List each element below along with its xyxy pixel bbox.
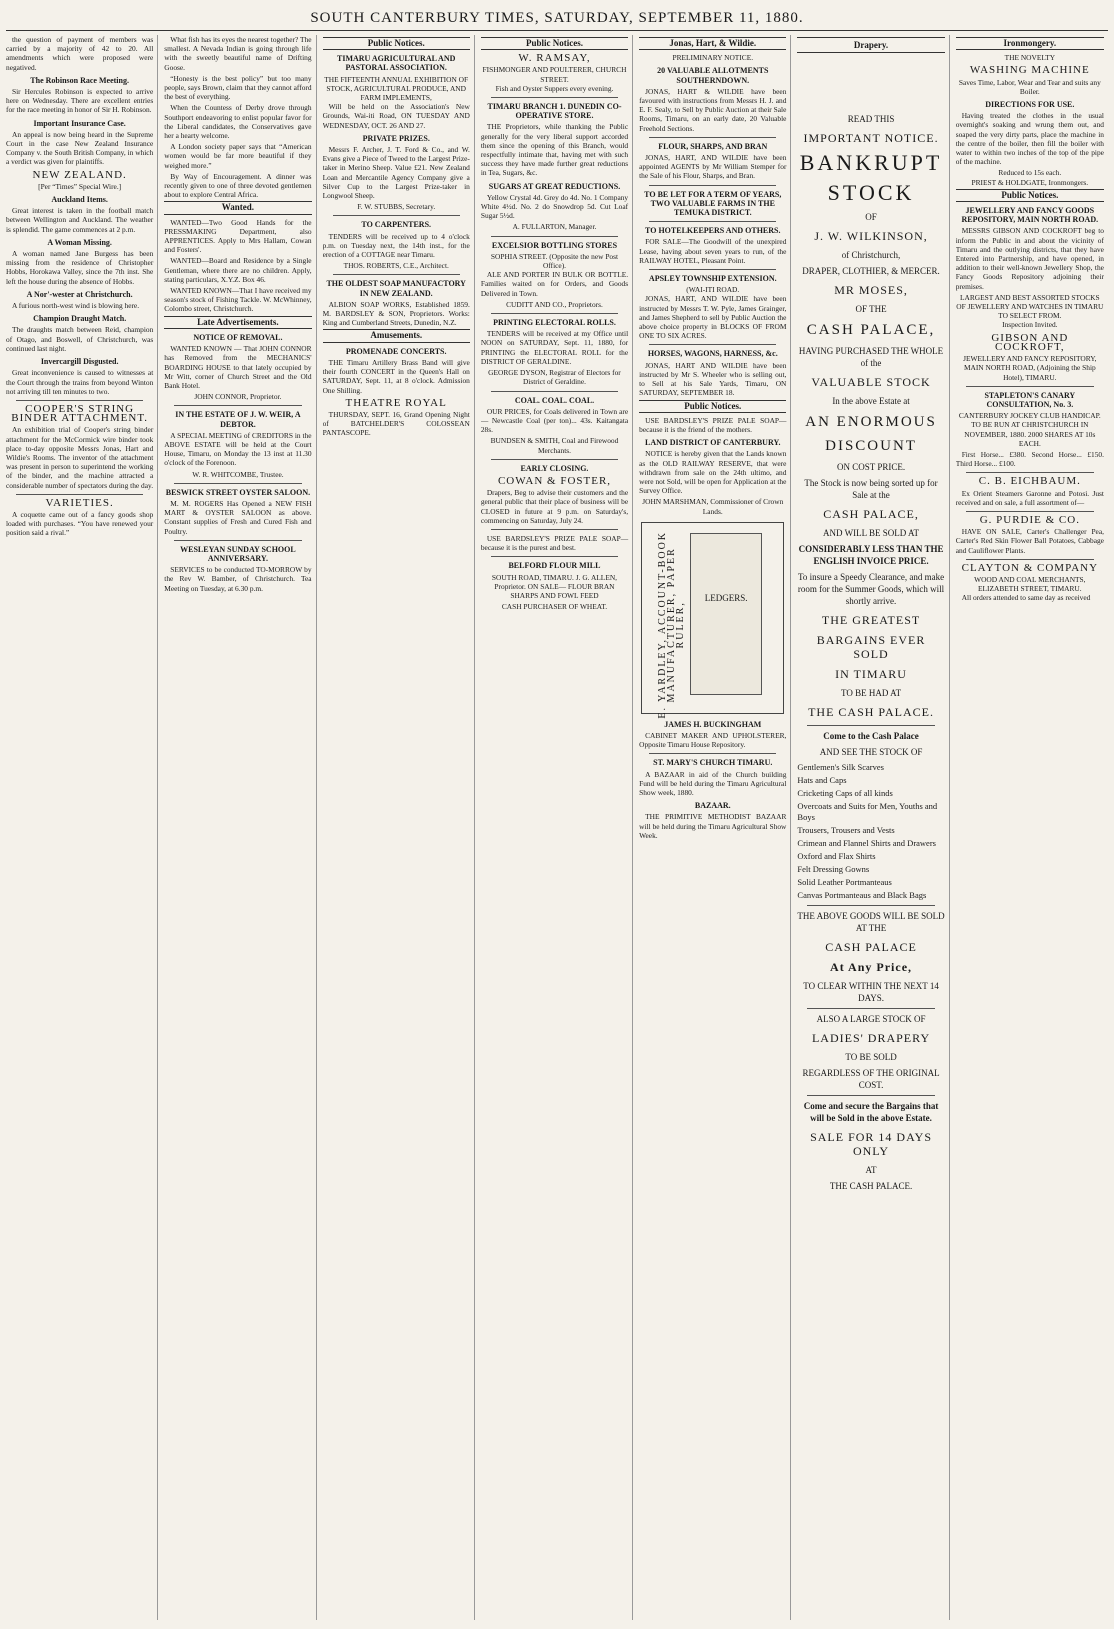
ad-signature: BUNDSEN & SMITH, Coal and Firewood Merchants. bbox=[490, 436, 619, 455]
section-header-wanted: Wanted. bbox=[164, 201, 311, 214]
divider bbox=[491, 556, 618, 557]
ad-line: CONSIDERABLY LESS THAN THE ENGLISH INVOICE PRICE. bbox=[798, 544, 944, 566]
yardley-name: E. YARDLEY, ACCOUNT-BOOK MANUFACTURER, PAPER RULER, bbox=[657, 530, 687, 719]
ad-text: ALE AND PORTER IN BULK OR BOTTLE. Families waited on for Orders, and Goods Delivered in Town. bbox=[480, 270, 629, 298]
ad-heading: EXCELSIOR BOTTLING STORES bbox=[491, 240, 618, 250]
ad-signature: PRIEST & HOLDGATE, Ironmongers. bbox=[971, 177, 1089, 187]
article-text: A woman named Jane Burgess has been missing from the residence of Christopher Hobbs, Horokawa Valley, since the 7th inst. She left the house during the absence of Hobbs. bbox=[6, 249, 154, 286]
section-header-auctioneers: Jonas, Hart, & Wildie. bbox=[639, 37, 786, 50]
ad-text: THE Timaru Artillery Brass Band will give their fourth CONCERT in the Queen's Hall on SATURDAY, Sept. 11, at 8 o'clock. Admission One Shilling. bbox=[322, 357, 470, 395]
ad-line: Inspection Invited. bbox=[1002, 320, 1058, 330]
ad-text: USE BARDSLEY'S PRIZE PALE SOAP—because it is the purest and best. bbox=[480, 533, 629, 553]
ad-text: All orders attended to same day as received bbox=[961, 593, 1091, 603]
ad-text: M. M. ROGERS Has Opened a NEW FISH MART & OYSTER SALOON as above. Constant supplies of Fresh and Cured Fish and Poultry. bbox=[164, 498, 312, 536]
ad-line: The Stock is now being sorted up for Sale at the bbox=[804, 478, 938, 500]
ad-line: AND SEE THE STOCK OF bbox=[819, 747, 923, 757]
article-heading: Important Insurance Case. bbox=[33, 118, 126, 128]
divider bbox=[649, 269, 776, 270]
ad-line: BARGAINS EVER SOLD bbox=[816, 633, 926, 661]
section-header-public-notices: Public Notices. bbox=[481, 37, 628, 50]
article-heading: Champion Draught Match. bbox=[33, 314, 127, 324]
ad-text: JONAS, HART AND WILDIE have been instructed by Mr S. Wheeler who is selling out, to Sell at his Sale Yards, Timaru, ON SATURDAY, SEPTEMBER 18. bbox=[639, 360, 787, 398]
article-text: The draughts match between Reid, champion of Otago, and Boswell, of Christchurch, was continued last night. bbox=[6, 325, 154, 353]
column-2 bbox=[164, 35, 316, 1620]
article-heading: Auckland Items. bbox=[51, 195, 108, 205]
divider bbox=[491, 313, 618, 314]
ad-line: Come and secure the Bargains that will be Sold in the above Estate. bbox=[803, 1101, 939, 1123]
ad-heading: TO CARPENTERS. bbox=[361, 220, 432, 230]
ad-subheading: Saves Time, Labor, Wear and Tear and suits any Boiler. bbox=[958, 77, 1101, 96]
ad-text: MESSRS GIBSON AND COCKROFT beg to inform the Public in and about the vicinity of Timaru and the outlying districts, that they have Entered into Partnership, and have opened, in addition to their well-known Jewellery Shop, the Fancy Goods Repository adjoining their premises. bbox=[955, 226, 1104, 291]
ad-text: TENDERS will be received up to 4 o'clock p.m. on Tuesday next, the 14th inst., for the erection of a COTTAGE near Timaru. bbox=[322, 231, 470, 260]
stock-list-item: Trousers, Trousers and Vests bbox=[797, 825, 895, 835]
ad-headline: CLAYTON & COMPANY bbox=[961, 561, 1099, 574]
ad-line: LADIES' DRAPERY bbox=[811, 1031, 931, 1045]
ad-text: SOUTH ROAD, TIMARU. J. G. ALLEN, Proprietor. ON SALE— FLOUR BRAN SHARPS AND FOWL FEED bbox=[491, 572, 618, 600]
ad-line: IMPORTANT NOTICE. bbox=[803, 131, 939, 145]
ad-text: Will be held on the Association's New Grounds, Wai-iti Road, ON TUESDAY AND WEDNESDAY, OCT. 26 AND 27. bbox=[322, 102, 470, 130]
ad-subheading: (WAI-ITI ROAD. bbox=[686, 285, 740, 295]
ad-text: Fish and Oyster Suppers every evening. bbox=[495, 83, 614, 93]
ad-headline: STOCK bbox=[827, 180, 915, 205]
column-7 bbox=[956, 35, 1108, 1620]
divider bbox=[16, 400, 143, 401]
ad-headline: WASHING MACHINE bbox=[969, 64, 1090, 77]
divider bbox=[174, 540, 301, 541]
ad-line: IN TIMARU bbox=[835, 667, 907, 681]
ad-heading: APSLEY TOWNSHIP EXTENSION. bbox=[648, 274, 777, 284]
ad-line: READ THIS bbox=[847, 114, 895, 124]
divider bbox=[649, 221, 776, 222]
stock-list-item: Hats and Caps bbox=[797, 775, 847, 785]
column-4 bbox=[481, 35, 633, 1620]
divider bbox=[649, 185, 776, 186]
ad-heading: TIMARU BRANCH 1. DUNEDIN CO-OPERATIVE STORE. bbox=[487, 102, 622, 121]
ad-heading: PROMENADE CONCERTS. bbox=[345, 346, 447, 356]
ad-headline: G. PURDIE & CO. bbox=[979, 513, 1080, 526]
ad-subheading: JEWELLERY AND FANCY REPOSITORY, MAIN NORTH ROAD, (Adjoining the Ship Hotel), TIMARU. bbox=[963, 354, 1097, 382]
ad-line: TO BE HAD AT bbox=[841, 688, 902, 698]
ad-heading: COAL. COAL. COAL. bbox=[514, 395, 595, 405]
ledger-label: LEDGERS. bbox=[704, 592, 748, 603]
ad-signature: JOHN MARSHMAN, Commissioner of Crown Lands. bbox=[642, 497, 784, 516]
ad-text: JONAS, HART, AND WILDIE have been instructed by Messrs T. W. Pyle, James Grainger, and James Shepherd to sell by Public Auction the above choice property in BLOCKS OF FROM ONE TO SIX ACRES. bbox=[639, 294, 787, 341]
ad-text: ALBION SOAP WORKS, Established 1859. M. BARDSLEY & SON, Proprietors. Works: King and Cumberland Streets, Dunedin, N.Z. bbox=[322, 299, 470, 328]
ad-heading: W. RAMSAY, bbox=[518, 52, 591, 65]
stock-list-item: Overcoats and Suits for Men, Youths and Boys bbox=[797, 801, 938, 822]
ad-subheading: FISHMONGER AND POULTERER, CHURCH STREET. bbox=[482, 65, 627, 84]
ad-heading: WESLEYAN SUNDAY SCHOOL ANNIVERSARY. bbox=[180, 544, 296, 563]
divider bbox=[807, 905, 934, 906]
article-heading: A Woman Missing. bbox=[47, 237, 112, 247]
ad-headline: DISCOUNT bbox=[825, 438, 917, 454]
divider bbox=[16, 494, 143, 495]
article-heading: VARIETIES. bbox=[45, 496, 114, 509]
ad-signature: CUDITT AND CO., Proprietors. bbox=[506, 299, 603, 309]
article-text: By Way of Encouragement. A dinner was recently given to one of three devoted gentlemen about to explore Central Africa. bbox=[164, 171, 312, 200]
ledger-book-illustration bbox=[690, 533, 762, 695]
ad-heading: ST. MARY'S CHURCH TIMARU. bbox=[653, 758, 773, 768]
columns bbox=[6, 35, 1108, 1620]
article-text: An exhibition trial of Cooper's string binder attachment for the McCormick wire binder took place to-day opposite Messrs Jonas, Hart and Wildie's Rooms. The inventor of the attachment was present in person to superintend the working of the binder, and the machine attracted a considerable number of spectators during the day. bbox=[6, 425, 154, 490]
ad-text: JONAS, HART & WILDIE have been favoured with instructions from Messrs H. J. and E. F. Sealy, to Sell by Public Auction at their Sale Rooms, Timaru, on an early date, 20 Valuable Freehold Sections. bbox=[639, 86, 787, 133]
divider bbox=[649, 753, 776, 754]
article-heading: COOPER'S STRING BINDER ATTACHMENT. bbox=[11, 402, 148, 425]
article-text: A furious north-west wind is blowing here. bbox=[12, 301, 140, 311]
divider bbox=[807, 725, 934, 726]
ad-line: REGARDLESS OF THE ORIGINAL COST. bbox=[802, 1068, 940, 1090]
ad-line: OF bbox=[865, 212, 877, 222]
section-subheading: [Per “Times” Special Wire.] bbox=[38, 181, 122, 191]
ad-text: Ex Orient Steamers Garonne and Potosi. Just received and on sale, a full assortment of— bbox=[955, 488, 1104, 507]
divider bbox=[807, 1095, 934, 1096]
yardley-advert bbox=[641, 522, 784, 719]
ad-heading: HORSES, WAGONS, HARNESS, &c. bbox=[647, 349, 778, 359]
column-6-drapery bbox=[797, 35, 949, 1620]
article-text: Great inconvenience is caused to witnesses at the Court through the trains from beyond Winton not arriving till ten minutes to two. bbox=[6, 368, 154, 396]
ad-line: MR MOSES, bbox=[834, 283, 908, 297]
ad-headline: AN ENORMOUS bbox=[805, 414, 937, 430]
ad-heading: TO BE LET FOR A TERM OF YEARS, TWO VALUABLE FARMS IN THE TEMUKA DISTRICT. bbox=[644, 189, 782, 218]
section-header-drapery: Drapery. bbox=[797, 37, 944, 53]
divider bbox=[966, 472, 1094, 473]
masthead: SOUTH CANTERBURY TIMES, SATURDAY, SEPTEMBER 11, 1880. bbox=[6, 6, 1108, 31]
divider bbox=[333, 274, 460, 275]
ad-line: THE CASH PALACE. bbox=[808, 705, 934, 719]
article-heading: Invercargill Disgusted. bbox=[40, 357, 119, 367]
ad-line: ON COST PRICE. bbox=[836, 462, 906, 472]
divider bbox=[491, 391, 618, 392]
ad-heading: FLOUR, SHARPS, AND BRAN bbox=[658, 141, 768, 151]
ad-line: Come to the Cash Palace bbox=[823, 731, 919, 741]
ad-subheading: WOOD AND COAL MERCHANTS, ELIZABETH STREET, TIMARU. bbox=[974, 574, 1086, 594]
ad-line: TO BE SOLD bbox=[845, 1052, 897, 1062]
stock-list-item: Crimean and Flannel Shirts and Drawers bbox=[797, 838, 936, 848]
divider bbox=[966, 511, 1094, 512]
ad-line: LARGEST AND BEST ASSORTED STOCKS OF JEWELLERY AND WATCHES IN TIMARU TO SELECT FROM. bbox=[956, 292, 1104, 321]
ad-text: THE Proprietors, while thanking the Public generally for the very liberal support accorded them since the opening of this Branch, would respectfully intimate that, having met with such success they have made further great reductions in Tea, Sugars, &c. bbox=[480, 122, 629, 178]
column-1 bbox=[6, 35, 158, 1620]
divider bbox=[649, 137, 776, 138]
section-header-ironmongery: Ironmongery. bbox=[956, 37, 1104, 50]
ad-heading: NOTICE OF REMOVAL. bbox=[193, 332, 283, 342]
ad-heading: PRIVATE PRIZES. bbox=[362, 133, 430, 143]
ad-text: NOTICE is hereby given that the Lands known as the OLD RAILWAY RESERVE, that were withdrawn from sale on the 24th ultimo, and were not Sold, will be open for Application at the Survey Office. bbox=[639, 449, 787, 496]
ad-heading: 20 VALUABLE ALLOTMENTS SOUTHERNDOWN. bbox=[657, 66, 769, 85]
ad-line: To insure a Speedy Clearance, and make room for the Summer Goods, which will shortly arrive. bbox=[797, 572, 945, 606]
ad-line: Reduced to 15s each. bbox=[998, 168, 1062, 178]
divider bbox=[491, 459, 618, 460]
ad-line: CASH PALACE bbox=[825, 940, 917, 954]
ad-line: THE ABOVE GOODS WILL BE SOLD AT THE bbox=[797, 911, 945, 933]
ad-line: In the above Estate at bbox=[832, 396, 910, 406]
article-text: What fish has its eyes the nearest together? The smallest. A Nevada Indian is going through life with the sweetly beautiful name of Drifting Goose. bbox=[164, 35, 312, 72]
article-heading: A Nor'-wester at Christchurch. bbox=[26, 289, 133, 299]
ad-line: CASH PALACE, bbox=[823, 507, 919, 521]
ad-text: Yellow Crystal 4d. Grey do 4d. No. 1 Company White 4½d. No. 2 do Snowdrop 5d. Cut Loaf Sugar 5½d. bbox=[480, 192, 629, 221]
article-text: When the Countess of Derby drove through Southport endeavoring to enlist popular favor for the Liberal candidates, the Conservatives gave her a hearty welcome. bbox=[164, 103, 312, 141]
ad-text: USE BARDSLEY'S PRIZE PALE SOAP—because it is the friend of the mothers. bbox=[639, 415, 787, 434]
section-header-public-notices: Public Notices. bbox=[639, 400, 786, 413]
ad-heading: DIRECTIONS FOR USE. bbox=[985, 100, 1075, 110]
ad-subheading: THE FIFTEENTH ANNUAL EXHIBITION OF STOCK, AGRICULTURAL PRODUCE, AND FARM IMPLEMENTS, bbox=[324, 74, 469, 103]
ad-text: SERVICES to be conducted TO-MORROW by the Rev W. Bamber, of Christchurch. Tea Meeting on Tuesday, at 6.30 p.m. bbox=[164, 565, 312, 593]
article-text: “Honesty is the best policy” but too many people, says Brown, claim that they cannot afford the best of everything. bbox=[164, 73, 312, 102]
ad-text: TENDERS will be received at my Office until NOON on SATURDAY, Sept. 11, 1880, for PRINTING the ELECTORAL ROLL for the DISTRICT OF GERALDINE. bbox=[480, 329, 629, 366]
ad-line: OF THE bbox=[855, 304, 887, 314]
ad-text: A SPECIAL MEETING of CREDITORS in the ABOVE ESTATE will be held at the Court House, Timaru, on Monday the 13 inst at 11.30 o'clock of the Forenoon. bbox=[164, 430, 312, 468]
ad-line: VALUABLE STOCK bbox=[811, 375, 931, 389]
ad-signature: A. FULLARTON, Manager. bbox=[512, 222, 597, 232]
ad-line: ALSO A LARGE STOCK OF bbox=[816, 1014, 926, 1024]
ad-subheading: SOPHIA STREET. (Opposite the new Post Office). bbox=[490, 251, 619, 271]
ad-subheading: PRELIMINARY NOTICE. bbox=[672, 53, 754, 63]
section-heading: NEW ZEALAND. bbox=[32, 168, 127, 181]
ad-heading: LAND DISTRICT OF CANTERBURY. bbox=[645, 438, 781, 448]
ad-line: DRAPER, CLOTHIER, & MERCER. bbox=[802, 266, 940, 276]
ad-heading: THE OLDEST SOAP MANUFACTORY IN NEW ZEALAND. bbox=[326, 279, 466, 298]
section-header-amusements: Amusements. bbox=[323, 329, 470, 342]
ad-text: WANTED KNOWN—That I have received my season's stock of Fishing Tackle. W. McWhinney, Colombo street, Christchurch. bbox=[164, 286, 312, 314]
stock-list-item: Gentlemen's Silk Scarves bbox=[797, 762, 884, 772]
ad-heading: BELFORD FLOUR MILL bbox=[508, 561, 601, 571]
ad-heading: EARLY CLOSING. bbox=[520, 463, 589, 473]
article-text: A coquette came out of a fancy goods shop loaded with purchases. “You have renewed your position said a rival.” bbox=[6, 509, 154, 538]
article-text: Great interest is taken in the football match between Wellington and Auckland. The weather is splendid. The game commences at 2 p.m. bbox=[6, 206, 154, 234]
ad-text: First Horse... £380. Second Horse... £150. Third Horse... £100. bbox=[955, 449, 1104, 469]
ad-heading: IN THE ESTATE OF J. W. WEIR, A DEBTOR. bbox=[175, 410, 301, 429]
ad-heading: TO HOTELKEEPERS AND OTHERS. bbox=[645, 226, 781, 236]
ad-text: Drapers, Beg to advise their customers and the general public that their place of business will be CLOSED in future at 9 p.m. on Saturday's, commencing on Saturday, July 24. bbox=[480, 488, 629, 525]
ad-text: CABINET MAKER AND UPHOLSTERER, Opposite Timaru House Repository. bbox=[639, 730, 787, 750]
stock-list-item: Oxford and Flax Shirts bbox=[797, 851, 876, 861]
section-header-public-notices: Public Notices. bbox=[323, 37, 470, 50]
ad-signature: W. R. WHITCOMBE, Trustee. bbox=[192, 469, 284, 479]
ad-heading: BAZAAR. bbox=[694, 801, 731, 811]
article-text: An appeal is now being heard in the Supreme Court in the case New Zealand Insurance Company v. the South British Company, in which a verdict was given for plaintiffs. bbox=[6, 129, 154, 167]
stock-list-item: Cricketing Caps of all kinds bbox=[797, 788, 893, 798]
ad-text: OUR PRICES, for Coals delivered in Town are— Newcastle Coal (per ton)... 43s. Kaitangata 28s. bbox=[480, 406, 629, 435]
ad-heading: TIMARU AGRICULTURAL AND PASTORAL ASSOCIATION. bbox=[337, 54, 456, 73]
ad-line: SALE FOR 14 DAYS ONLY bbox=[810, 1130, 932, 1158]
ad-signature: GEORGE DYSON, Registrar of Electors for District of Geraldine. bbox=[488, 368, 621, 387]
ad-line: HAVING PURCHASED THE WHOLE of the bbox=[798, 346, 944, 368]
column-3 bbox=[323, 35, 475, 1620]
ad-text: A BAZAAR in aid of the Church building Fund will be held during the Timaru Agricultural Show week, 1880. bbox=[639, 769, 787, 797]
ad-text: FOR SALE—The Goodwill of the unexpired Lease, having about seven years to run, of the RAILWAY HOTEL, Pleasant Point. bbox=[639, 237, 787, 265]
stock-list-item: Canvas Portmanteaus and Black Bags bbox=[797, 890, 927, 900]
ad-text: WANTED—Board and Residence by a Single Gentleman, where there are no children. Apply, stating particulars, X.Y.Z. Box 46. bbox=[164, 256, 312, 284]
ad-heading: COWAN & FOSTER, bbox=[497, 474, 612, 487]
ad-text: Having treated the clothes in the usual overnight's soaking and wrung them out, and soaped the very dirty parts, place the machine in the centre of the boiler, then fill the boiler with water to within two inches of the top of the pipe of the machine. bbox=[955, 111, 1104, 167]
ad-line: THE GREATEST bbox=[821, 613, 921, 627]
ad-text: CANTERBURY JOCKEY CLUB HANDICAP. TO BE RUN AT CHRISTCHURCH IN NOVEMBER, 1880. 2000 SHARES AT 10s EACH. bbox=[958, 411, 1101, 448]
ad-text: WANTED—Two Good Hands for the PRESSMAKING Department, also APPRENTICES. Apply to Mrs Hallam, Cowan and Fosters'. bbox=[164, 217, 312, 255]
ad-line: At Any Price, bbox=[830, 960, 913, 974]
article-heading: The Robinson Race Meeting. bbox=[30, 75, 129, 85]
article-text: Sir Hercules Robinson is expected to arrive here on Wednesday. There are excellent entries for the race meeting in honor of Sir H. Robinson. bbox=[6, 87, 154, 115]
column-5 bbox=[639, 35, 791, 1620]
ad-text: HAVE ON SALE, Carter's Challenger Pea, Carter's Red Skin Flower Ball Potatoes, Cabbage and Cauliflower Plants. bbox=[955, 527, 1104, 555]
ad-heading: THEATRE ROYAL bbox=[345, 396, 447, 409]
section-header-public-notices: Public Notices. bbox=[956, 189, 1104, 202]
ad-headline: GIBSON AND COCKROFT, bbox=[991, 331, 1069, 353]
divider bbox=[491, 97, 618, 98]
ad-heading: JEWELLERY AND FANCY GOODS REPOSITORY, MAIN NORTH ROAD. bbox=[961, 206, 1099, 225]
ad-heading: BESWICK STREET OYSTER SALOON. bbox=[165, 487, 311, 497]
ad-text: THE PRIMITIVE METHODIST BAZAAR will be held during the Timaru Agricultural Show Week. bbox=[639, 812, 787, 840]
ad-headline: CASH PALACE, bbox=[806, 322, 936, 338]
ad-line: of Christchurch, bbox=[841, 250, 901, 260]
ad-line: AND WILL BE SOLD AT bbox=[823, 528, 920, 538]
ad-text: THURSDAY, SEPT. 16, Grand Opening Night of BATCHELDER'S COLOSSEAN PANTASCOPE. bbox=[322, 409, 470, 438]
ad-heading: STAPLETON'S CANARY CONSULTATION, No. 3. bbox=[984, 390, 1076, 409]
ad-line: J. W. WILKINSON, bbox=[814, 229, 928, 243]
ad-heading: JAMES H. BUCKINGHAM bbox=[664, 719, 762, 729]
ad-heading: PRINTING ELECTORAL ROLLS. bbox=[493, 318, 616, 328]
ad-line: TO CLEAR WITHIN THE NEXT 14 DAYS. bbox=[803, 981, 939, 1003]
stock-list-item: Solid Leather Portmanteaus bbox=[797, 877, 892, 887]
divider bbox=[174, 483, 301, 484]
divider bbox=[174, 405, 301, 406]
divider bbox=[333, 215, 460, 216]
stock-list-item: Felt Dressing Gowns bbox=[797, 864, 870, 874]
divider bbox=[966, 386, 1094, 387]
ad-heading: SUGARS AT GREAT REDUCTIONS. bbox=[488, 181, 621, 191]
ad-text: Messrs F. Archer, J. T. Ford & Co., and W. Evans give a Piece of Tweed to the Largest Prize-taker in Merino Sheep. Value £21. New Zealand Loan and Mercantile Agency Company give a Silver Cup to the Largest Prize-taker in Longwool Sheep. bbox=[322, 145, 470, 201]
divider bbox=[966, 559, 1094, 560]
ad-line: THE CASH PALACE. bbox=[829, 1181, 913, 1191]
article-text: A London society paper says that “American women would be far more beautiful if they weighed more.” bbox=[164, 142, 312, 170]
ad-text: JONAS, HART, AND WILDIE have been appointed AGENTS by Mr William Stemper for the Sale of his Flour, Sharps, and Bran. bbox=[639, 153, 787, 181]
ad-headline: C. B. EICHBAUM. bbox=[978, 475, 1081, 488]
divider bbox=[649, 344, 776, 345]
ad-signature: JOHN CONNOR, Proprietor. bbox=[194, 392, 282, 402]
divider bbox=[491, 236, 618, 237]
divider bbox=[807, 1008, 934, 1009]
ad-headline: BANKRUPT bbox=[799, 150, 943, 175]
ad-signature: THOS. ROBERTS, C.E., Architect. bbox=[343, 261, 449, 271]
ad-signature: CASH PURCHASER OF WHEAT. bbox=[501, 602, 608, 612]
section-header-late: Late Advertisements. bbox=[164, 316, 311, 329]
ad-line: AT bbox=[865, 1165, 877, 1175]
ad-signature: F. W. STUBBS, Secretary. bbox=[357, 202, 436, 212]
ad-line: THE NOVELTY bbox=[1004, 53, 1056, 63]
article-text: the question of payment of members was carried by a majority of 42 to 20. All amendments which were proposed were negatived. bbox=[6, 35, 154, 72]
divider bbox=[491, 529, 618, 530]
ad-text: WANTED KNOWN — That JOHN CONNOR has Removed from the MECHANICS' BOARDING HOUSE to that lately occupied by Mr Witt, corner of Church Street and the Old Bank Hotel. bbox=[164, 344, 312, 390]
